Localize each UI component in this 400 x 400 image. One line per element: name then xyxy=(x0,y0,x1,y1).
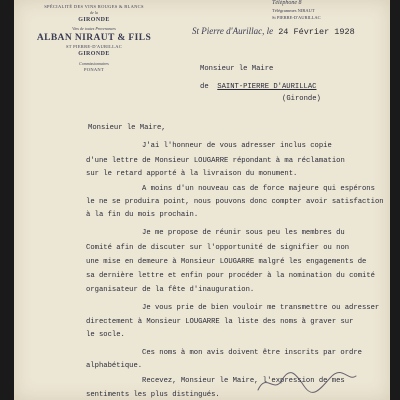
body-line: Je me propose de réunir sous peu les membres du xyxy=(142,229,345,237)
body-line: Recevez, Monsieur le Maire, l'expression de mes xyxy=(142,377,345,385)
letter-sheet xyxy=(14,0,390,400)
body-line: sa dernière lettre et enfin pour procéder à la nomination du comité xyxy=(86,272,375,280)
letterhead-phone: Téléphone 8 xyxy=(272,0,302,6)
addressee-town: SAINT-PIERRE D'AURILLAC xyxy=(217,83,317,91)
body-line: organisateur de la fête d'inauguration. xyxy=(86,286,255,294)
letterhead-town: ST PIERRE-D'AURILLAC xyxy=(65,44,123,49)
body-line: le socle. xyxy=(86,331,125,339)
body-line: sur le retard apporté à la livraison du monument. xyxy=(86,170,298,178)
addressee-line-1: Monsieur le Maire xyxy=(200,65,274,73)
letterhead-note-1: Commissionnaires xyxy=(79,61,109,66)
letterhead-services: Vins de toutes Provenances xyxy=(72,26,116,31)
body-line: le ne se produira point, nous pouvons donc compter avoir satisfaction xyxy=(86,198,384,206)
body-line: sentiments les plus distingués. xyxy=(86,391,220,399)
addressee-prefix: de xyxy=(200,83,209,91)
body-line: directement à Monsieur LOUGARRE la liste des noms à graver sur xyxy=(86,318,354,326)
date-value: 24 Février 1928 xyxy=(278,27,355,37)
letterhead-right xyxy=(272,0,390,21)
letterhead-left xyxy=(14,0,174,73)
body-line: A moins d'un nouveau cas de force majeure qui espérons xyxy=(142,185,375,193)
body-line: Ces noms à mon avis doivent être inscrits par ordre xyxy=(142,349,362,357)
handwritten-signature xyxy=(252,368,362,396)
letterhead-region: GIRONDE xyxy=(78,17,110,23)
letterhead-department: GIRONDE xyxy=(78,51,110,57)
body-line: alphabétique. xyxy=(86,362,143,370)
date-place: St Pierre d'Aurillac, le xyxy=(192,26,274,36)
body-line: J'ai l'honneur de vous adresser inclus copie xyxy=(142,142,332,150)
body-line: Je vous prie de bien vouloir me transmettre ou adresser xyxy=(142,304,380,312)
body-line: Comité afin de discuter sur l'opportunité de signifier ou non xyxy=(86,244,350,252)
letterhead-telegraph-place: St PIERRE-D'AURILLAC xyxy=(272,15,321,20)
addressee-line-2 xyxy=(200,83,317,92)
salutation: Monsieur le Maire, xyxy=(88,124,166,132)
addressee-line-3: (Gironde) xyxy=(282,95,321,103)
letterhead-telegraph: Télégrammes NIRAUT xyxy=(272,8,315,13)
letterhead-note-2: PONANT xyxy=(83,67,105,72)
body-line: d'une lettre de Monsieur LOUGARRE répondant à ma réclamation xyxy=(86,157,345,165)
letterhead-region-top: de la xyxy=(90,10,98,15)
letterhead-firm-name: ALBAN NIRAUT & FILS xyxy=(36,33,152,43)
date-line xyxy=(192,26,355,37)
letterhead-specialty: SPÉCIALITÉ DES VINS ROUGES & BLANCS xyxy=(44,4,144,9)
body-line: à la fin du mois prochain. xyxy=(86,211,199,219)
body-line: une mise en demeure à Monsieur LOUGARRE malgré les engagements de xyxy=(86,258,367,266)
